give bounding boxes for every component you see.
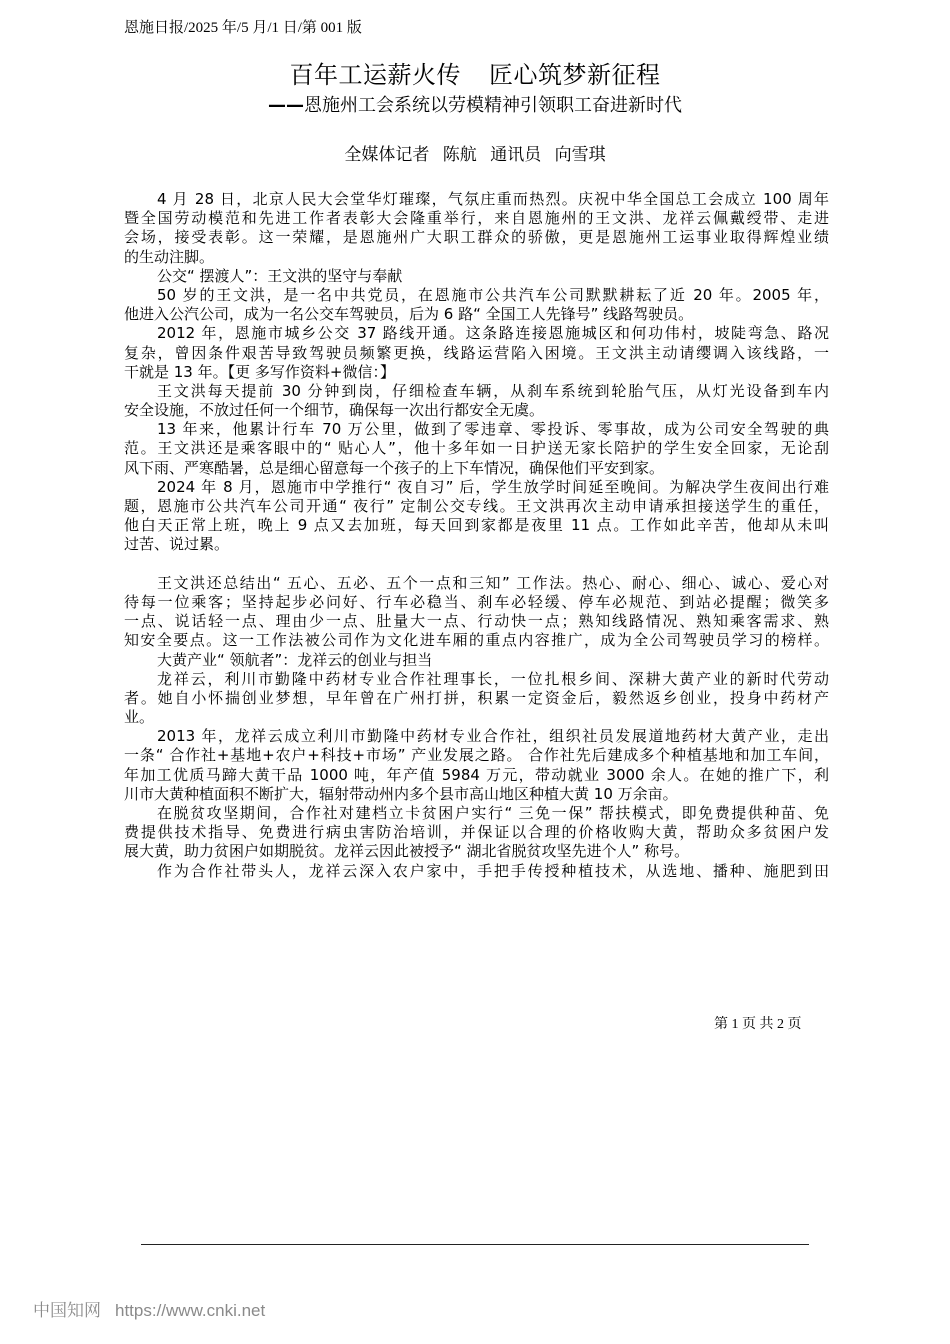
text-line: 复杂，曾因条件艰苦导致驾驶员频繁更换，线路运营陷入困境。王文洪主动请缨调入该线路，一 <box>124 343 829 362</box>
blank-line <box>124 555 829 574</box>
text-line: 50 岁的王文洪，是一名中共党员，在恩施市公共汽车公司默默耕耘了近 20 年。2005 年， <box>157 285 829 304</box>
text-line: 年加工优质马蹄大黄干品 1000 吨，年产值 5984 万元，带动就业 3000 余人。在她的推广下，利 <box>124 765 829 784</box>
publication-header: 恩施日报/2025 年/5 月/1 日/第 001 版 <box>124 20 362 36</box>
text-line: 知安全要点。这一工作法被公司作为文化进车厢的重点内容推广，成为全公司驾驶员学习的榜样。 <box>124 631 829 650</box>
subtitle-dash: —— <box>268 95 304 116</box>
article-subtitle <box>0 94 950 118</box>
text-line: 王文洪还总结出“ 五心、五必、五个一点和三知” 工作法。热心、耐心、细心、诚心、爱心对 <box>157 573 829 592</box>
text-line: 展大黄，助力贫困户如期脱贫。龙祥云因此被授予“ 湖北省脱贫攻坚先进个人” 称号。 <box>124 842 690 861</box>
subtitle-text: 恩施州工会系统以劳模精神引领职工奋进新时代 <box>304 95 682 116</box>
text-line: 在脱贫攻坚期间，合作社对建档立卡贫困户实行“ 三免一保” 帮扶模式，即免费提供种苗、免 <box>157 804 829 822</box>
title-part-1: 百年工运薪火传 <box>289 61 461 89</box>
footer-brand: 中国知网 <box>33 1301 101 1321</box>
text-line: 范。王文洪还是乘客眼中的“ 贴心人”，他十多年如一日护送无家长陪护的学生安全回家，无论刮 <box>124 439 829 458</box>
text-line: 费提供技术指导、免费进行病虫害防治培训，并保证以合理的价格收购大黄，帮助众多贫困户发 <box>124 823 829 842</box>
byline-role-1: 全媒体记者 <box>344 145 430 165</box>
article-title <box>0 60 950 90</box>
text-line: 作为合作社带头人，龙祥云深入农户家中，手把手传授种植技术，从选地、播种、施肥到田 <box>157 861 829 880</box>
text-line: 风下雨、严寒酷暑，总是细心留意每一个孩子的上下车情况，确保他们平安到家。 <box>124 458 665 477</box>
text-line: 13 年来，他累计行车 70 万公里，做到了零违章、零投诉、零事故，成为公司安全驾驶的典 <box>157 420 829 439</box>
text-line: 2012 年，恩施市城乡公交 37 路线开通。这条路连接恩施城区和何功伟村，坡陡弯急、路况 <box>157 324 829 343</box>
byline-role-2: 通讯员 <box>490 145 542 165</box>
text-line: 一点、说话轻一点、理由少一点、肚量大一点、行动快一点；熟知线路情况、熟知乘客需求、熟 <box>124 612 829 631</box>
text-line: 王文洪每天提前 30 分钟到岗，仔细检查车辆，从刹车系统到轮胎气压，从灯光设备到车内 <box>157 381 829 400</box>
text-line: 一条“ 合作社+基地+农户+科技+市场” 产业发展之路。 合作社先后建成多个种植基地和加工车间， <box>124 746 829 765</box>
text-line: 4 月 28 日，北京人民大会堂华灯璀璨，气氛庄重而热烈。庆祝中华全国总工会成立 100 周年 <box>157 190 829 208</box>
text-line: 干就是 13 年。【更 多写作资料+微信：】 <box>124 362 395 381</box>
text-line: 待每一位乘客；坚持起步必问好、行车必稳当、刹车必轻缓、停车必规范、到站必提醒；微笑多 <box>124 592 829 611</box>
text-line: 川市大黄种植面积不断扩大，辐射带动州内多个县市高山地区种植大黄 10 万余亩。 <box>124 784 678 803</box>
text-line: 业。 <box>124 708 155 727</box>
text-line: 暨全国劳动模范和先进工作者表彰大会隆重举行，来自恩施州的王文洪、龙祥云佩戴绶带、走进 <box>124 209 829 228</box>
text-line: 他进入公汽公司，成为一名公交车驾驶员，后为 6 路“ 全国工人先锋号” 线路驾驶员。 <box>124 305 694 324</box>
byline <box>0 143 950 167</box>
text-line: 的生动注脚。 <box>124 247 215 266</box>
text-line: 2024 年 8 月，恩施市中学推行“ 夜自习” 后，学生放学时间延至晚间。为解决学生夜间出行难 <box>157 477 829 496</box>
title-part-2: 匠心筑梦新征程 <box>489 61 661 89</box>
footer-url[interactable]: https://www.cnki.net <box>115 1301 266 1320</box>
text-line: 安全设施，不放过任何一个细节，确保每一次出行都安全无虞。 <box>124 401 545 420</box>
text-line: 2013 年，龙祥云成立利川市勤隆中药材专业合作社，组织社员发展道地药材大黄产业，走出 <box>157 727 829 746</box>
text-line: 题，恩施市公共汽车公司开通“ 夜行” 定制公交专线。王文洪再次主动申请承担接送学生的重任， <box>124 497 829 515</box>
text-line: 会场，接受表彰。这一荣耀，是恩施州广大职工群众的骄傲，更是恩施州工运事业取得辉煌业绩 <box>124 228 829 247</box>
text-line: 者。她自小怀揣创业梦想，早年曾在广州打拼，积累一定资金后，毅然返乡创业，投身中药材产 <box>124 688 829 707</box>
text-line: 他白天正常上班，晚上 9 点又去加班，每天回到家都是夜里 11 点。工作如此辛苦，他却从未叫 <box>124 516 829 535</box>
footer <box>33 1296 265 1321</box>
byline-name-1: 陈航 <box>442 145 477 165</box>
text-line: 大黄产业“ 领航者”：龙祥云的创业与担当 <box>157 650 433 669</box>
page-number: 第 1 页 共 2 页 <box>714 1017 802 1032</box>
byline-name-2: 向雪琪 <box>554 145 606 165</box>
text-line: 过苦、说过累。 <box>124 535 230 554</box>
text-line: 龙祥云，利川市勤隆中药材专业合作社理事长，一位扎根乡间、深耕大黄产业的新时代劳动 <box>157 669 829 688</box>
text-line: 公交“ 摆渡人”：王文洪的坚守与奉献 <box>157 266 403 285</box>
article-body <box>124 190 829 881</box>
footer-divider <box>141 1244 809 1245</box>
